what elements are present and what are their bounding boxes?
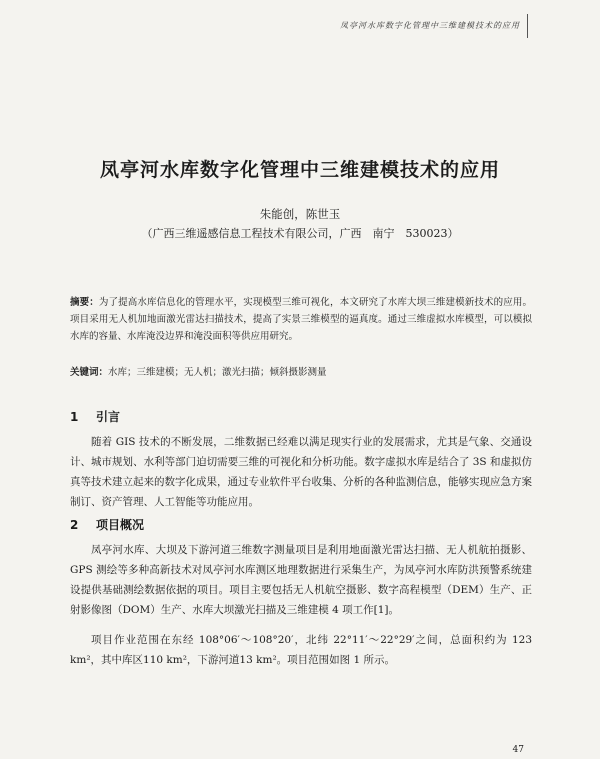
keywords bbox=[70, 364, 532, 381]
section-number: 2 bbox=[70, 518, 79, 532]
overview-paragraph-2: 项目作业范围在东经 108°06′～108°20′，北纬 22°11′～22°29′之间，总面积约为 123 km²，其中库区110 km²，下游河道13 km²。项目范围如图 1 所示。 bbox=[70, 634, 532, 666]
affiliation: （广西三维遥感信息工程技术有限公司，广西 南宁 530023） bbox=[141, 227, 459, 240]
overview-paragraph-1: 凤亭河水库、大坝及下游河道三维数字测量项目是利用地面激光雷达扫描、无人机航拍摄影、GPS 测绘等多种高新技术对凤亭河水库测区地理数据进行采集生产，为凤亭河水库防洪预警系统建设提供基础测绘数据依据的项目。项目主要包括无人机航空摄影、数字高程模型（DEM）生产、正射影像图（DOM）生产、水库大坝激光扫描及三维建模 4 项工作[1]。 bbox=[70, 544, 532, 616]
authors: 朱能创，陈世玉 bbox=[259, 207, 341, 221]
abstract bbox=[70, 294, 532, 345]
keywords-label: 关键词： bbox=[70, 367, 109, 378]
abstract-label: 摘要： bbox=[70, 297, 99, 308]
intro-paragraph: 随着 GIS 技术的不断发展，二维数据已经难以满足现实行业的发展需求，尤其是气象、交通设计、城市规划、水利等部门迫切需要三维的可视化和分析功能。数字虚拟水库是结合了 3S 和虚拟仿真等技术建立起来的数字化成果，通过专业软件平台收集、分析的各种监测信息，能够实现应急方案制订、资产管理、人工智能等功能应用。 bbox=[70, 436, 532, 508]
section-number: 1 bbox=[70, 410, 79, 424]
page-number: 47 bbox=[512, 745, 524, 755]
abstract-text: 为了提高水库信息化的管理水平，实现模型三维可视化，本文研究了水库大坝三维建模新技术的应用。项目采用无人机加地面激光雷达扫描技术，提高了实景三维模型的逼真度。通过三维虚拟水库模型，可以模拟水库的容量、水库淹没边界和淹没面积等供应用研究。 bbox=[70, 297, 532, 342]
paper-title: 凤亭河水库数字化管理中三维建模技术的应用 bbox=[99, 159, 500, 181]
running-head-rule bbox=[527, 14, 528, 38]
section-title: 项目概况 bbox=[96, 518, 145, 532]
section-title: 引言 bbox=[96, 410, 121, 424]
section-heading-intro bbox=[70, 408, 120, 425]
running-head: 凤亭河水库数字化管理中三维建模技术的应用 bbox=[340, 21, 520, 30]
section-heading-overview bbox=[70, 516, 144, 533]
keywords-text: 水库；三维建模；无人机；激光扫描；倾斜摄影测量 bbox=[108, 367, 327, 378]
